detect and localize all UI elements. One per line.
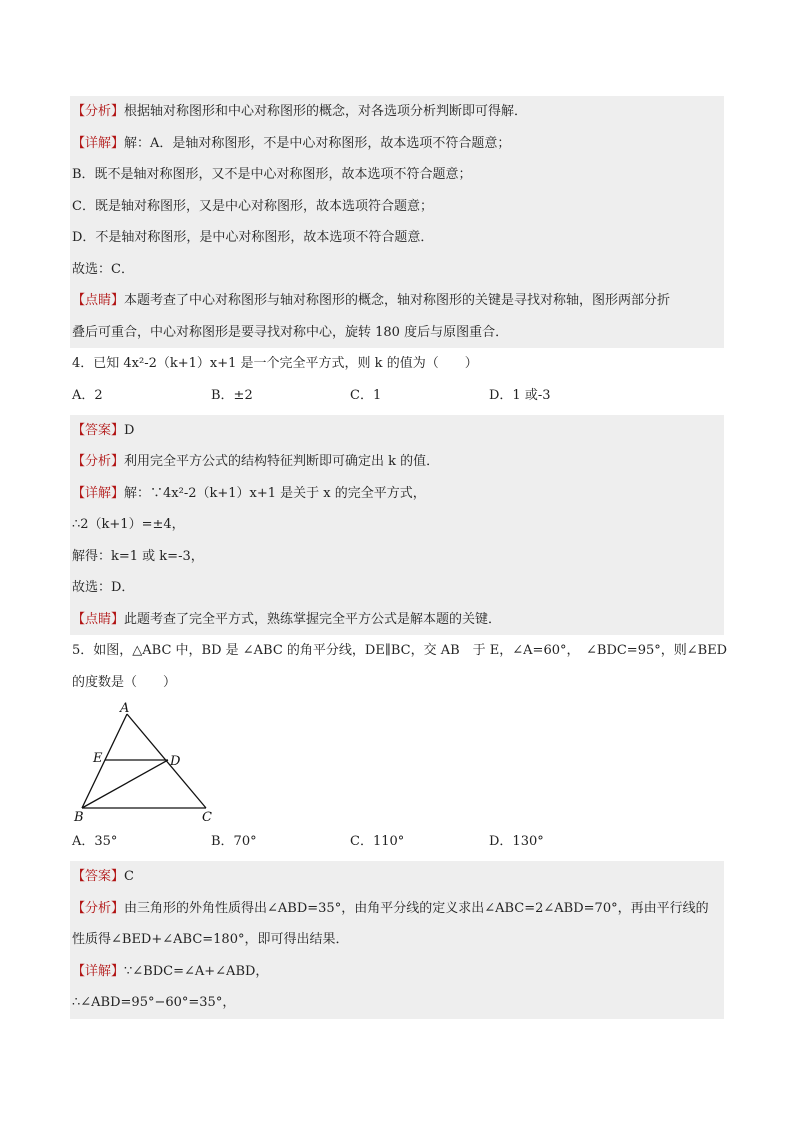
detail-tag: 【详解】 (72, 135, 125, 151)
analysis-tag: 【分析】 (72, 454, 125, 469)
analysis-tag: 【分析】 (72, 104, 125, 119)
q5-option-d: D．130° (489, 834, 544, 849)
q3-detail-line-1 (70, 128, 724, 160)
q3-detail-line-4: D．不是轴对称图形，是中心对称图形，故本选项不符合题意． (72, 230, 434, 245)
q3-detail-line-2: B．既不是轴对称图形，又不是中心对称图形，故本选项不符合题意； (72, 167, 472, 182)
comment-tag: 【点睛】 (72, 293, 125, 308)
label-e: E (93, 751, 103, 766)
q5-stem-line-1: 5．如图，△ABC 中，BD 是 ∠ABC 的角平分线，DE∥BC，交 AB 于 E，∠A=60°， ∠BDC=95°，则∠BED (72, 643, 728, 658)
triangle-diagram (72, 700, 232, 824)
q3-comment-line-2: 叠后可重合，中心对称图形是要寻找对称中心，旋转 180 度后与原图重合． (72, 324, 509, 340)
q5-answer-value: C (124, 869, 134, 884)
document-page (70, 96, 728, 1019)
q3-comment-text-1: 本题考查了中心对称图形与轴对称图形的概念，轴对称图形的关键是寻找对称轴，图形两部分折 (124, 293, 671, 308)
q5-stem-line-2: 的度数是（ ） (72, 674, 177, 690)
q3-detail-text: 解：A．是轴对称图形，不是中心对称图形，故本选项不符合题意； (124, 135, 511, 151)
detail-tag: 【详解】 (72, 485, 125, 501)
q4-detail-line-2: ∴2（k+1）=±4， (72, 517, 185, 532)
q4-comment-text: 此题考查了完全平方式，熟练掌握完全平方公式是解本题的关键． (124, 611, 502, 627)
q4-comment-line (70, 604, 724, 636)
q4-option-a: A．2 (72, 387, 103, 403)
q5-analysis-line-1 (70, 893, 724, 925)
q4-detail-line-1 (70, 478, 724, 510)
q5-detail-line-2: ∴∠ABD=95°−60°=35°， (72, 995, 236, 1010)
q5-detail-text: ∵∠BDC=∠A+∠ABD， (124, 963, 269, 979)
q5-option-a: A．35° (72, 834, 118, 849)
q4-detail-line-4: 故选：D． (72, 580, 135, 595)
q4-solution-block (70, 415, 724, 636)
analysis-tag: 【分析】 (72, 900, 125, 916)
q5-detail-line-1 (70, 956, 724, 988)
q4-stem: 4．已知 4x²-2（k+1）x+1 是一个完全平方式，则 k 的值为（ ） (72, 356, 478, 371)
q5-solution-block (70, 861, 724, 1019)
q5-options (70, 826, 724, 857)
q5-option-b: B．70° (211, 834, 257, 849)
q3-analysis-line (70, 96, 724, 128)
q5-answer-line (70, 861, 724, 893)
q4-option-b: B．±2 (211, 387, 253, 403)
q4-analysis-text: 利用完全平方公式的结构特征判断即可确定出 k 的值． (124, 454, 440, 469)
q3-comment-line-1 (70, 285, 724, 317)
answer-tag: 【答案】 (72, 869, 125, 884)
answer-tag: 【答案】 (72, 422, 125, 438)
q3-analysis-text: 根据轴对称图形和中心对称图形的概念，对各选项分析判断即可得解． (124, 104, 528, 119)
segment-bd (82, 760, 168, 808)
q4-answer-value: D (124, 422, 135, 438)
label-d: D (170, 754, 181, 769)
q4-options (70, 380, 724, 411)
comment-tag: 【点睛】 (72, 611, 125, 627)
triangle-figure (70, 698, 724, 826)
q5-analysis-text-1: 由三角形的外角性质得出∠ABD=35°，由角平分线的定义求出∠ABC=2∠ABD=70°，再由平行线的 (124, 900, 709, 916)
q3-detail-line-5: 故选：C． (72, 261, 134, 277)
side-ab (82, 714, 127, 808)
q3-detail-line-3: C．既是轴对称图形，又是中心对称图形，故本选项符合题意； (72, 198, 433, 214)
q5-option-c: C．110° (350, 834, 405, 849)
label-c: C (202, 810, 212, 824)
q3-solution-block (70, 96, 724, 348)
q4-option-c: C．1 (350, 387, 382, 403)
q4-analysis-line (70, 446, 724, 478)
q4-answer-line (70, 415, 724, 447)
detail-tag: 【详解】 (72, 963, 125, 979)
q4-detail-text: 解：∵4x²-2（k+1）x+1 是关于 x 的完全平方式， (124, 485, 426, 501)
label-a: A (120, 701, 130, 716)
q5-analysis-line-2: 性质得∠BED+∠ABC=180°，即可得出结果． (72, 932, 349, 947)
q4-option-d: D．1 或-3 (489, 387, 551, 403)
label-b: B (74, 810, 84, 824)
q4-detail-line-3: 解得：k=1 或 k=-3， (72, 548, 204, 564)
